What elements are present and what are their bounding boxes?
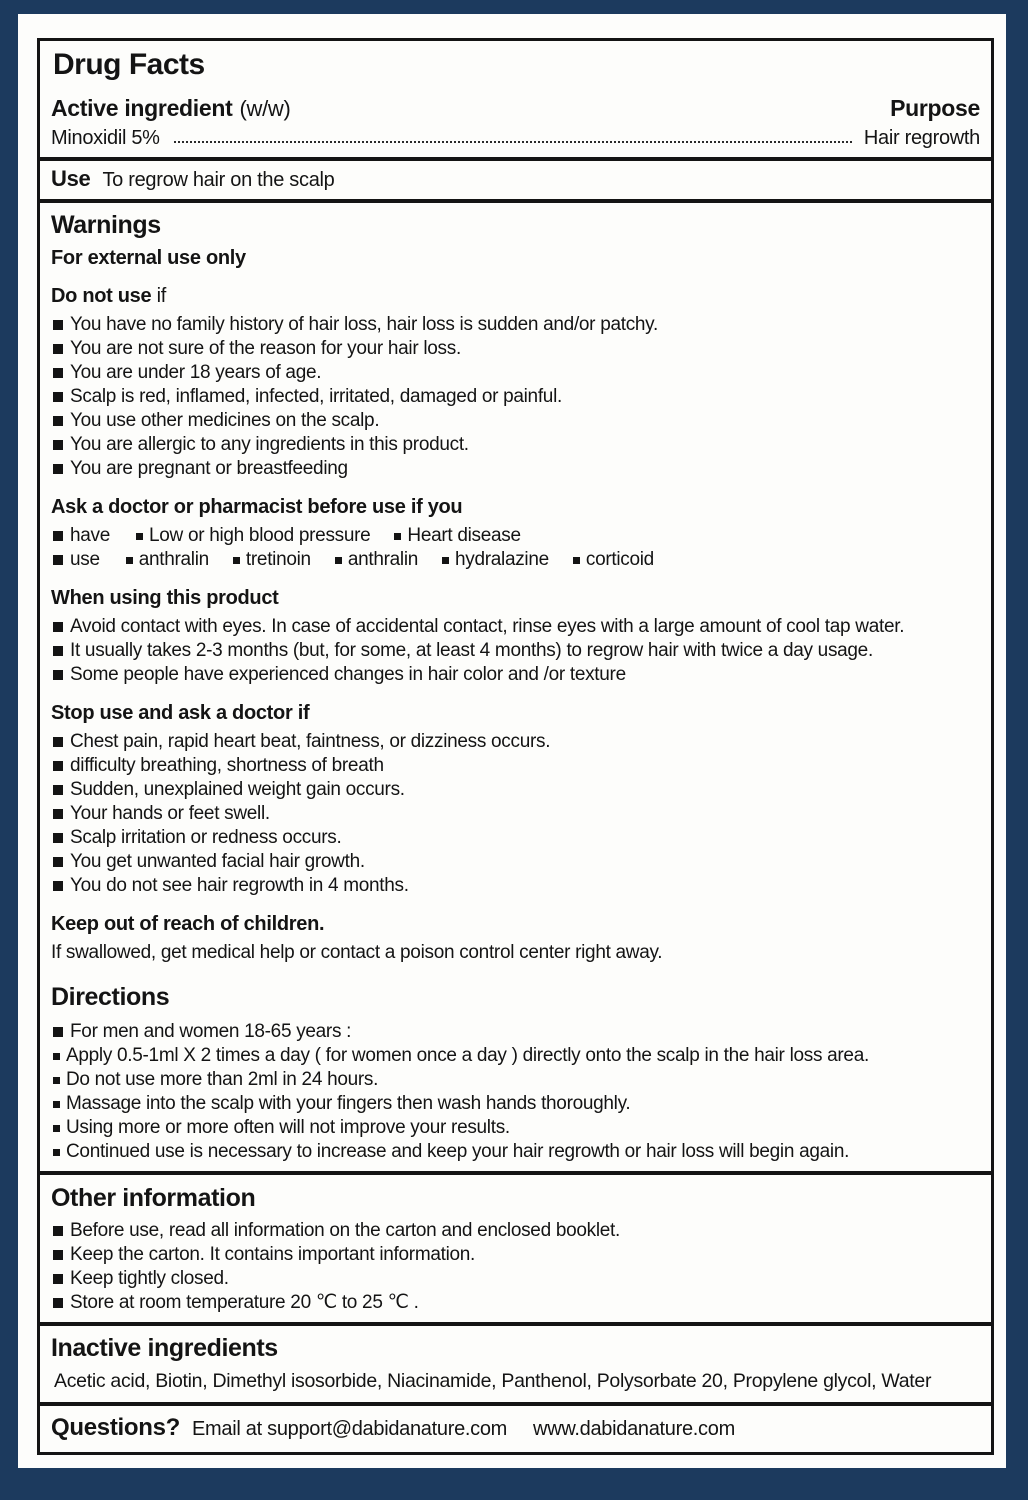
bullet-item: Do not use more than 2ml in 24 hours. [51,1068,980,1092]
ask-doctor-heading: Ask a doctor or pharmacist before use if you [51,496,463,518]
bullet-icon [233,557,240,564]
bullet-item: hydralazine [440,548,549,572]
questions-email: Email at support@dabidanature.com [192,1418,508,1440]
directions-lead-item: For men and women 18-65 years : [51,1020,980,1044]
bullet-item: You do not see hair regrowth in 4 months. [51,874,980,898]
bullet-icon [53,833,63,843]
bullet-icon [53,1101,60,1108]
bullet-item: You have no family history of hair loss, hair loss is sudden and/or patchy. [51,313,980,337]
bullet-icon [53,761,63,771]
bullet-item: Keep tightly closed. [51,1267,980,1291]
purpose-value: Hair regrowth [863,127,980,149]
bullet-item: You are pregnant or breastfeeding [51,457,980,481]
drug-facts-title: Drug Facts [53,48,205,81]
bullet-icon [53,622,63,632]
bullet-icon [53,881,63,891]
questions-website: www.dabidanature.com [533,1418,735,1440]
poison-control-text: If swallowed, get medical help or contact a poison control center right away. [51,942,663,963]
bullet-icon [53,1077,60,1084]
inactive-ingredients-text: Acetic acid, Biotin, Dimethyl isosorbide, Niacinamide, Panthenol, Polysorbate 20, Propylene glycol, Water [54,1370,932,1392]
bullet-item: Massage into the scalp with your fingers then wash hands thoroughly. [51,1092,980,1116]
bullet-item: Before use, read all information on the carton and enclosed booklet. [51,1219,980,1243]
bullet-item: You get unwanted facial hair growth. [51,850,980,874]
other-information-section [40,1171,991,1322]
do-not-use-heading: Do not use if [51,285,167,307]
when-using-heading: When using this product [51,587,279,609]
bullet-item: Some people have experienced changes in hair color and /or texture [51,663,980,687]
questions-section [40,1402,991,1452]
condition-list [124,548,676,572]
bullet-icon [53,1226,63,1236]
stop-use-list [51,730,980,898]
bullet-item: Chest pain, rapid heart beat, faintness, or dizziness occurs. [51,730,980,754]
bullet-icon [53,392,63,402]
bullet-item: Apply 0.5-1ml X 2 times a day ( for women once a day ) directly onto the scalp in the hair loss area. [51,1044,980,1068]
ww-note: (w/w) [239,96,291,121]
active-ingredient-section [40,90,991,157]
bullet-item: Low or high blood pressure [134,524,370,548]
other-information-list [51,1219,980,1315]
bullet-item: Store at room temperature 20 ℃ to 25 ℃ . [51,1291,980,1315]
bullet-icon [53,464,63,474]
bullet-icon [442,557,449,564]
warnings-heading: Warnings [51,211,161,239]
use-label: Use [51,166,91,191]
bullet-icon [53,670,63,680]
inactive-ingredients-heading: Inactive ingredients [51,1334,278,1362]
bullet-item: You are allergic to any ingredients in this product. [51,433,980,457]
bullet-item: Scalp irritation or redness occurs. [51,826,980,850]
bullet-item: Your hands or feet swell. [51,802,980,826]
bullet-icon [53,344,63,354]
stop-use-heading: Stop use and ask a doctor if [51,702,310,724]
bullet-item: It usually takes 2-3 months (but, for some, at least 4 months) to regrow hair with twice a day usage. [51,639,980,663]
purpose-heading: Purpose [890,95,980,121]
bullet-icon [573,557,580,564]
bullet-icon [53,320,63,330]
dotted-leader [174,141,852,143]
bullet-icon [335,557,342,564]
bullet-item: You are under 18 years of age. [51,361,980,385]
condition-list [134,524,543,548]
inactive-ingredients-section [40,1322,991,1402]
bullet-icon [126,557,133,564]
bullet-icon [53,1250,63,1260]
use-section [40,157,991,199]
bullet-icon [53,737,63,747]
active-ingredient-name: Minoxidil 5% [51,127,160,149]
bullet-icon [53,1125,60,1132]
bullet-item: tretinoin [231,548,311,572]
when-using-list [51,615,980,687]
bullet-item: Scalp is red, inflamed, infected, irritated, damaged or painful. [51,385,980,409]
bullet-item: anthralin [124,548,209,572]
bullet-item: anthralin [333,548,418,572]
bullet-item: Sudden, unexplained weight gain occurs. [51,778,980,802]
bullet-item: Avoid contact with eyes. In case of accidental contact, rinse eyes with a large amount of cool tap water. [51,615,980,639]
bullet-icon [53,857,63,867]
warnings-section [40,199,991,1171]
bullet-item: You are not sure of the reason for your hair loss. [51,337,980,361]
condition-list-row-2 [51,548,980,572]
questions-label: Questions? [51,1414,181,1441]
bullet-icon [394,533,401,540]
do-not-use-list [51,313,980,481]
condition-lead: have [51,524,110,548]
bullet-item: difficulty breathing, shortness of breath [51,754,980,778]
bullet-icon [53,785,63,795]
directions-heading: Directions [51,983,170,1011]
bullet-item: Using more or more often will not improve your results. [51,1116,980,1140]
bullet-icon [53,1298,63,1308]
bullet-icon [53,531,63,541]
label-panel [18,14,1006,1468]
keep-out-heading: Keep out of reach of children. [51,913,325,935]
other-information-heading: Other information [51,1184,256,1212]
bullet-icon [53,1149,60,1156]
external-use-note: For external use only [51,247,246,269]
condition-lead: use [51,548,100,572]
bullet-icon [53,1274,63,1284]
bullet-item: corticoid [571,548,654,572]
bullet-item: Heart disease [392,524,520,548]
directions-list [51,1044,980,1164]
bullet-icon [53,555,63,565]
use-text: To regrow hair on the scalp [102,169,335,191]
drug-facts-label [37,38,994,1455]
bullet-icon [53,646,63,656]
bullet-icon [53,1053,60,1060]
bullet-icon [53,809,63,819]
bullet-icon [136,533,143,540]
bullet-icon [53,1027,63,1037]
bullet-icon [53,368,63,378]
condition-list-row-1 [51,524,980,548]
active-ingredient-heading: Active ingredient [51,95,233,121]
bullet-item: Keep the carton. It contains important information. [51,1243,980,1267]
bullet-item: Continued use is necessary to increase and keep your hair regrowth or hair loss will begin again. [51,1140,980,1164]
bullet-icon [53,440,63,450]
bullet-item: You use other medicines on the scalp. [51,409,980,433]
bullet-icon [53,416,63,426]
